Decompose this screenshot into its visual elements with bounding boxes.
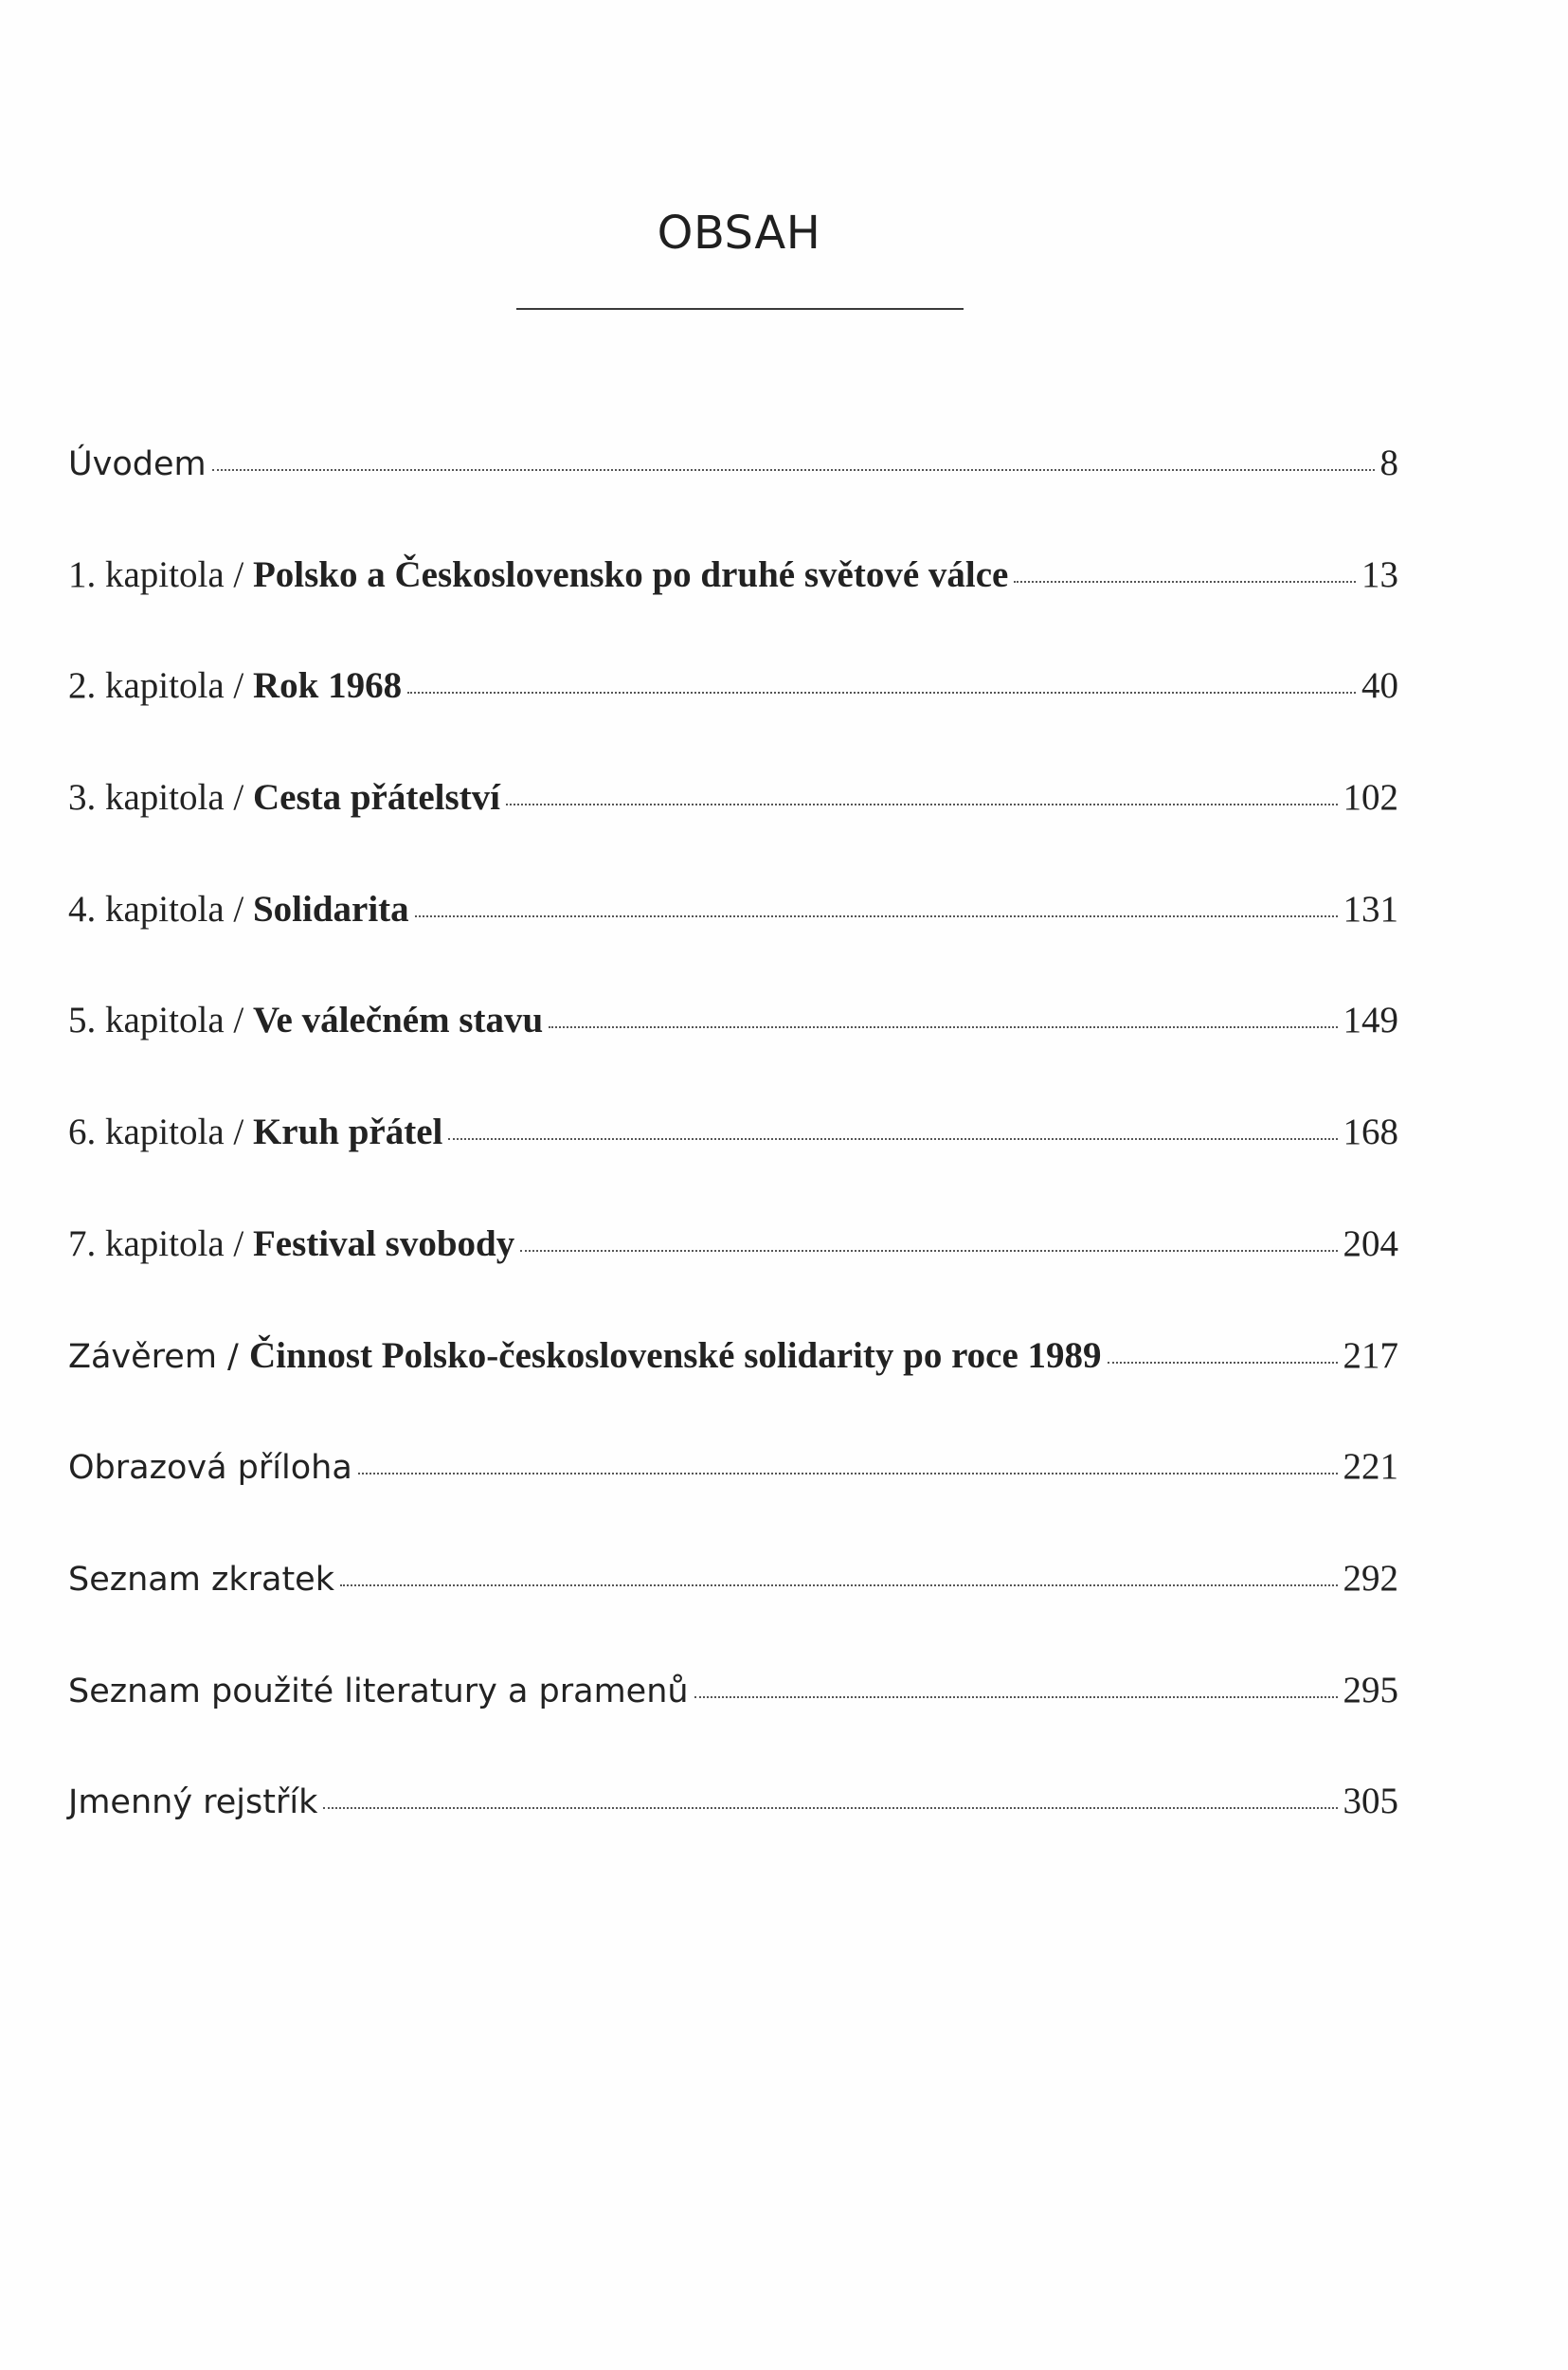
toc-entry-title: Polsko a Československo po druhé světové válce [252,553,1009,595]
toc-entry-uvodem[interactable] [68,442,1398,553]
table-of-contents [68,442,1398,1891]
toc-entry-label [68,776,500,819]
toc-page-number: 305 [1343,1781,1398,1822]
toc-entry-prefix: Úvodem [68,445,207,483]
toc-entry-chapter-2[interactable] [68,664,1398,776]
toc-entry-seznam-literatury[interactable] [68,1669,1398,1781]
toc-page-number: 168 [1343,1112,1398,1153]
toc-entry-label [68,1334,1102,1377]
toc-entry-prefix: 1. kapitola / [68,553,253,595]
toc-page-number: 221 [1343,1446,1398,1488]
toc-page-number: 13 [1361,553,1398,595]
toc-page-number: 295 [1343,1669,1398,1710]
toc-page-number: 131 [1343,888,1398,930]
title-underline [516,308,964,310]
toc-page-number: 149 [1343,1000,1398,1041]
toc-entry-title: Cesta přátelství [252,777,500,819]
toc-entry-chapter-3[interactable] [68,776,1398,888]
toc-entry-label [68,664,402,707]
dot-leader [415,915,1338,917]
toc-entry-jmenny-rejstrik[interactable] [68,1780,1398,1891]
dot-leader [448,1138,1337,1140]
dot-leader [358,1473,1338,1474]
dot-leader [549,1026,1337,1028]
toc-entry-label [68,1780,317,1822]
toc-page-number: 40 [1361,665,1398,707]
toc-entry-title: Solidarita [252,888,409,930]
toc-page-number: 292 [1343,1557,1398,1599]
dot-leader [1108,1362,1338,1364]
toc-entry-prefix: 5. kapitola / [68,1000,253,1041]
toc-entry-label [68,1445,352,1488]
toc-entry-prefix: 7. kapitola / [68,1222,253,1264]
toc-entry-prefix: Jmenný rejstřík [68,1783,318,1822]
toc-entry-chapter-1[interactable] [68,553,1398,665]
toc-entry-title: Činnost Polsko-československé solidarity po roce 1989 [248,1334,1102,1376]
toc-page-number: 217 [1343,1334,1398,1376]
toc-entry-title: Festival svobody [252,1222,515,1264]
toc-entry-label [68,888,409,931]
toc-entry-prefix: 4. kapitola / [68,888,253,930]
toc-entry-prefix: Závěrem / [68,1337,249,1376]
toc-entry-zaverem[interactable] [68,1334,1398,1446]
toc-entry-chapter-4[interactable] [68,888,1398,1000]
toc-entry-title: Ve válečném stavu [252,1000,544,1041]
toc-entry-label [68,1557,334,1600]
toc-entry-chapter-7[interactable] [68,1222,1398,1334]
toc-entry-prefix: 6. kapitola / [68,1112,253,1153]
toc-entry-obrazova-priloha[interactable] [68,1445,1398,1557]
toc-entry-seznam-zkratek[interactable] [68,1557,1398,1669]
toc-entry-label [68,553,1008,596]
toc-entry-chapter-5[interactable] [68,999,1398,1111]
toc-entry-prefix: 3. kapitola / [68,777,253,819]
toc-entry-prefix: Obrazová příloha [68,1449,352,1488]
dot-leader [1014,581,1356,583]
toc-entry-label [68,1111,442,1153]
toc-entry-prefix: 2. kapitola / [68,665,253,707]
dot-leader [340,1584,1338,1586]
dot-leader [407,692,1356,694]
toc-entry-title: Rok 1968 [252,665,403,707]
toc-entry-prefix: Seznam zkratek [68,1560,334,1599]
toc-entry-chapter-6[interactable] [68,1111,1398,1222]
dot-leader [323,1807,1337,1809]
dot-leader [212,469,1375,471]
toc-page-number: 204 [1343,1222,1398,1264]
toc-entry-prefix: Seznam použité literatury a pramenů [68,1672,689,1710]
dot-leader [520,1250,1337,1252]
toc-entry-label [68,1222,514,1265]
toc-entry-label [68,999,543,1041]
toc-entry-label [68,1669,689,1711]
toc-entry-label [68,442,207,484]
dot-leader [506,804,1338,805]
toc-entry-title: Kruh přátel [252,1112,443,1153]
toc-page-number: 8 [1379,443,1398,483]
toc-page-number: 102 [1343,777,1398,819]
dot-leader [694,1696,1338,1698]
page-title: OBSAH [657,207,821,260]
